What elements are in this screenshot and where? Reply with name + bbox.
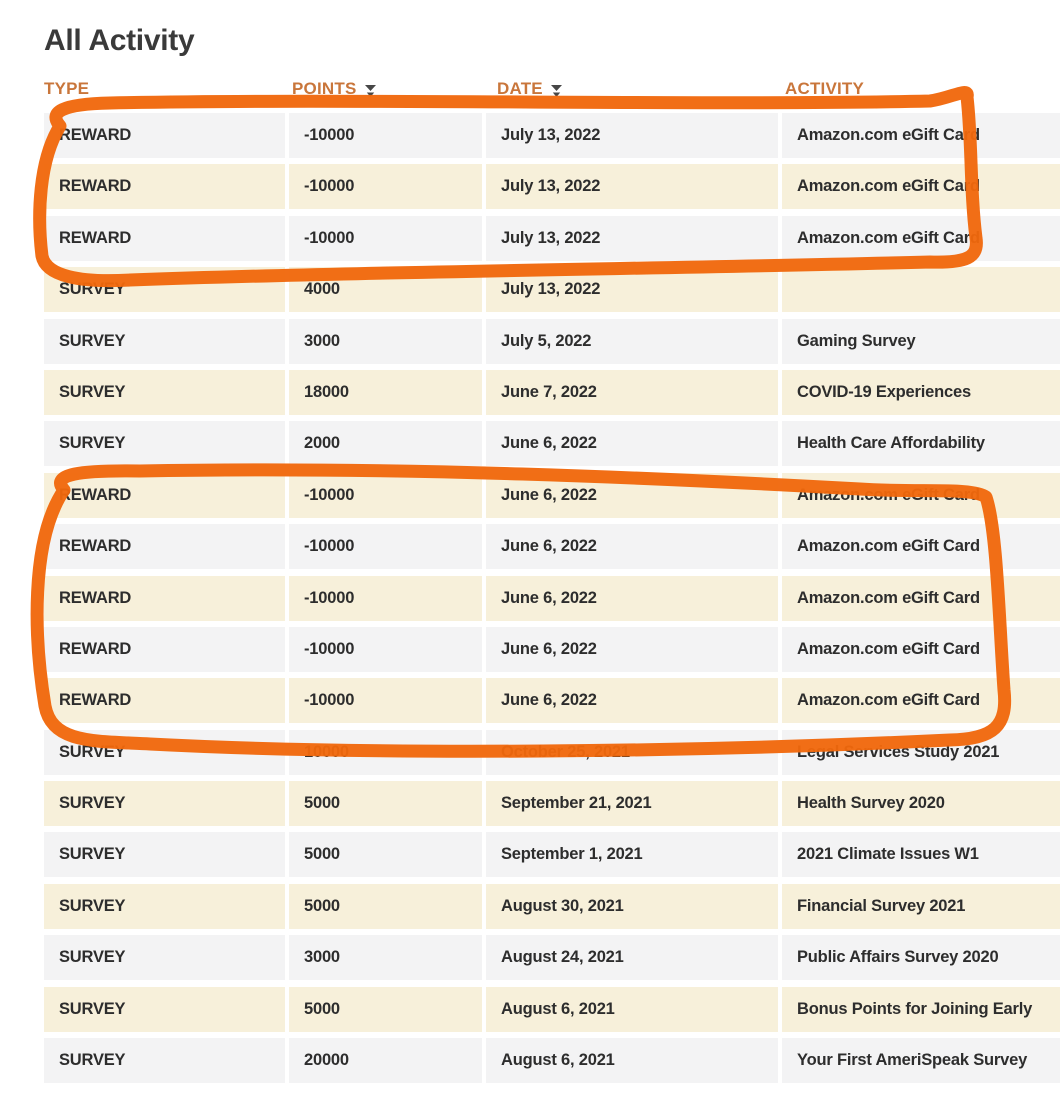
cell-activity: Amazon.com eGift Card [782, 164, 1060, 209]
cell-activity: Health Survey 2020 [782, 781, 1060, 826]
table-row [44, 832, 1060, 877]
cell-points: 20000 [289, 1038, 482, 1083]
cell-date: June 6, 2022 [486, 421, 778, 466]
cell-activity: Amazon.com eGift Card [782, 473, 1060, 518]
column-header-label: DATE [497, 79, 543, 98]
cell-date: July 13, 2022 [486, 113, 778, 158]
cell-points: 5000 [289, 884, 482, 929]
cell-date: June 6, 2022 [486, 576, 778, 621]
cell-activity: Health Care Affordability [782, 421, 1060, 466]
table-row [44, 781, 1060, 826]
cell-date: July 5, 2022 [486, 319, 778, 364]
cell-points: 10000 [289, 730, 482, 775]
cell-date: August 6, 2021 [486, 1038, 778, 1083]
column-header-activity [782, 76, 1060, 102]
cell-date: July 13, 2022 [486, 164, 778, 209]
cell-date: August 6, 2021 [486, 987, 778, 1032]
cell-date: October 25, 2021 [486, 730, 778, 775]
cell-date: June 7, 2022 [486, 370, 778, 415]
column-header-label: TYPE [44, 79, 90, 98]
cell-date: June 6, 2022 [486, 524, 778, 569]
cell-date: June 6, 2022 [486, 627, 778, 672]
table-row [44, 1038, 1060, 1083]
table-header-row [44, 76, 1060, 102]
cell-activity: Public Affairs Survey 2020 [782, 935, 1060, 980]
cell-type: SURVEY [44, 935, 285, 980]
cell-type: REWARD [44, 113, 285, 158]
cell-date: September 21, 2021 [486, 781, 778, 826]
cell-activity: Bonus Points for Joining Early [782, 987, 1060, 1032]
cell-points: -10000 [289, 678, 482, 723]
cell-type: SURVEY [44, 832, 285, 877]
cell-activity: Legal Services Study 2021 [782, 730, 1060, 775]
sort-icon[interactable] [550, 83, 563, 98]
cell-points: -10000 [289, 216, 482, 261]
cell-type: SURVEY [44, 267, 285, 312]
cell-date: June 6, 2022 [486, 473, 778, 518]
cell-points: -10000 [289, 113, 482, 158]
table-row [44, 216, 1060, 261]
cell-date: July 13, 2022 [486, 267, 778, 312]
cell-type: SURVEY [44, 987, 285, 1032]
table-row [44, 730, 1060, 775]
cell-points: 3000 [289, 935, 482, 980]
cell-points: 5000 [289, 781, 482, 826]
cell-type: REWARD [44, 678, 285, 723]
cell-activity: Financial Survey 2021 [782, 884, 1060, 929]
cell-points: 5000 [289, 832, 482, 877]
table-row [44, 421, 1060, 466]
cell-type: SURVEY [44, 421, 285, 466]
cell-activity: COVID-19 Experiences [782, 370, 1060, 415]
cell-activity: Amazon.com eGift Card [782, 216, 1060, 261]
table-row [44, 319, 1060, 364]
table-row [44, 576, 1060, 621]
table-row [44, 884, 1060, 929]
cell-type: REWARD [44, 216, 285, 261]
cell-type: REWARD [44, 164, 285, 209]
table-row [44, 524, 1060, 569]
column-header-points[interactable] [289, 76, 482, 102]
cell-type: SURVEY [44, 730, 285, 775]
cell-points: 5000 [289, 987, 482, 1032]
cell-type: REWARD [44, 627, 285, 672]
cell-type: REWARD [44, 524, 285, 569]
cell-type: REWARD [44, 576, 285, 621]
table-row [44, 678, 1060, 723]
cell-points: 4000 [289, 267, 482, 312]
cell-points: -10000 [289, 627, 482, 672]
cell-type: SURVEY [44, 884, 285, 929]
table-row [44, 987, 1060, 1032]
cell-date: September 1, 2021 [486, 832, 778, 877]
cell-points: 18000 [289, 370, 482, 415]
cell-activity: Amazon.com eGift Card [782, 113, 1060, 158]
column-header-label: POINTS [292, 79, 357, 98]
column-header-type [44, 76, 285, 102]
cell-points: 3000 [289, 319, 482, 364]
cell-type: SURVEY [44, 1038, 285, 1083]
table-row [44, 473, 1060, 518]
table-row [44, 935, 1060, 980]
cell-activity: Amazon.com eGift Card [782, 627, 1060, 672]
table-row [44, 370, 1060, 415]
cell-points: -10000 [289, 164, 482, 209]
cell-date: August 30, 2021 [486, 884, 778, 929]
table-row [44, 164, 1060, 209]
page-title: All Activity [44, 24, 195, 57]
cell-date: July 13, 2022 [486, 216, 778, 261]
table-row [44, 267, 1060, 312]
cell-points: -10000 [289, 576, 482, 621]
table-row [44, 113, 1060, 158]
cell-type: SURVEY [44, 781, 285, 826]
activity-table [44, 113, 1060, 1083]
cell-date: August 24, 2021 [486, 935, 778, 980]
cell-type: SURVEY [44, 319, 285, 364]
cell-points: -10000 [289, 524, 482, 569]
table-row [44, 627, 1060, 672]
cell-activity: Gaming Survey [782, 319, 1060, 364]
cell-type: REWARD [44, 473, 285, 518]
cell-date: June 6, 2022 [486, 678, 778, 723]
cell-points: 2000 [289, 421, 482, 466]
column-header-label: ACTIVITY [785, 79, 865, 98]
sort-icon[interactable] [364, 83, 377, 98]
cell-activity: Amazon.com eGift Card [782, 524, 1060, 569]
cell-type: SURVEY [44, 370, 285, 415]
cell-activity: Your First AmeriSpeak Survey [782, 1038, 1060, 1083]
cell-points: -10000 [289, 473, 482, 518]
cell-activity: 2021 Climate Issues W1 [782, 832, 1060, 877]
column-header-date[interactable] [486, 76, 778, 102]
cell-activity: Amazon.com eGift Card [782, 678, 1060, 723]
cell-activity: Amazon.com eGift Card [782, 576, 1060, 621]
cell-activity [782, 267, 1060, 312]
